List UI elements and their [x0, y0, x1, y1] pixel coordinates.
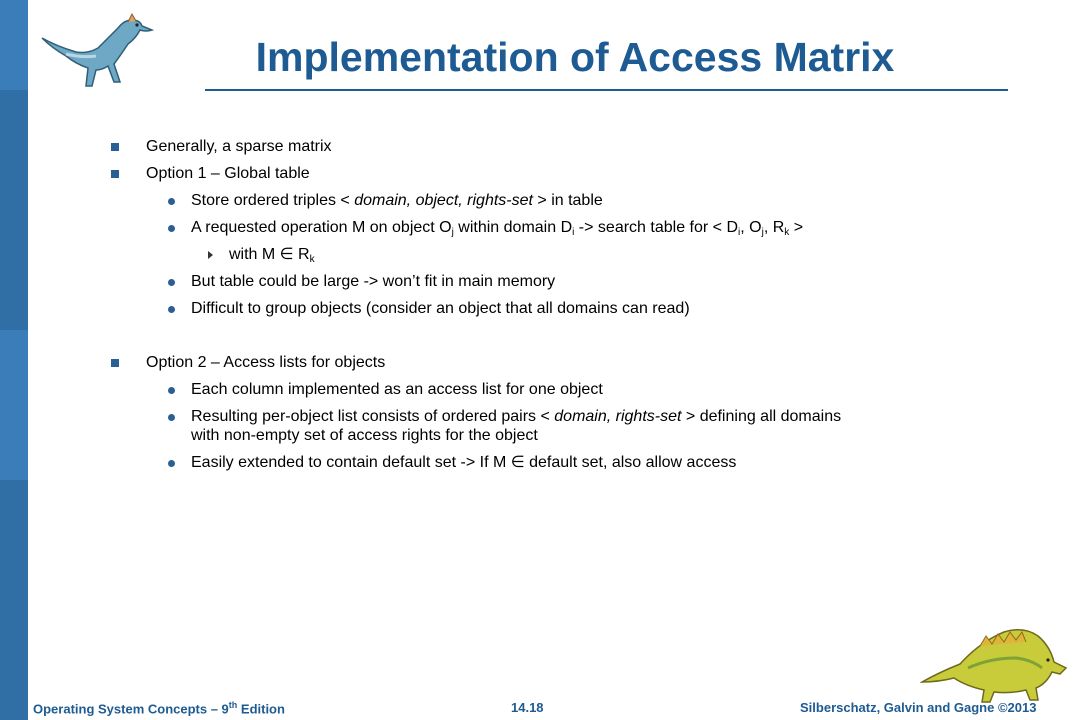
text-run: -> search table for < D: [574, 219, 738, 236]
footer-book-title: [33, 700, 285, 716]
bullet-text: [191, 191, 603, 210]
round-bullet-icon: [168, 380, 175, 399]
bullet-text: Difficult to group objects (consider an object that all domains can read): [191, 300, 690, 317]
square-bullet-icon: [111, 164, 119, 183]
bullet-text: Each column implemented as an access list for one object: [191, 381, 603, 398]
round-bullet-icon: [168, 191, 175, 210]
bullet-text: Option 2 – Access lists for objects: [146, 354, 386, 371]
bullet-text: But table could be large -> won’t fit in main memory: [191, 273, 556, 290]
text-run: with M ∈ R: [229, 246, 310, 263]
bullet-text: Easily extended to contain default set -> If M ∈ default set, also allow access: [191, 454, 737, 471]
bullet-text: [191, 407, 841, 426]
subscript: j: [451, 227, 454, 238]
round-bullet-icon: [168, 407, 175, 426]
subscript: i: [572, 227, 575, 238]
footer-authors: Silberschatz, Galvin and Gagne ©2013: [800, 700, 1037, 715]
bullet-text: [191, 218, 803, 242]
emphasis-text: domain, rights-set: [554, 408, 682, 425]
text-run: within domain D: [453, 219, 573, 236]
text-run: , R: [763, 219, 785, 236]
triangle-bullet-icon: [208, 245, 213, 264]
round-bullet-icon: [168, 453, 175, 472]
round-bullet-icon: [168, 272, 175, 291]
footer-page-number: 14.18: [511, 700, 544, 715]
text-run: , O: [740, 219, 762, 236]
round-bullet-icon: [168, 299, 175, 318]
bullet-text: Option 1 – Global table: [146, 165, 310, 182]
emphasis-text: domain, object, rights-set: [354, 192, 533, 209]
dinosaur-icon: [920, 612, 1070, 704]
text-run: Resulting per-object list consists of ordered pairs <: [191, 408, 555, 425]
text-run: Operating System Concepts – 9: [33, 701, 229, 717]
bullet-text: Generally, a sparse matrix: [146, 138, 332, 155]
bullet-text-continuation: with non-empty set of access rights for the object: [191, 427, 538, 444]
subscript: i: [738, 227, 741, 238]
superscript: th: [228, 700, 238, 710]
text-run: >: [789, 219, 804, 236]
text-run: Store ordered triples <: [191, 192, 355, 209]
text-run: > in table: [532, 192, 603, 209]
text-run: > defining all domains: [681, 408, 842, 425]
text-run: Edition: [237, 701, 285, 717]
subscript: j: [761, 227, 764, 238]
bullet-text: [229, 245, 315, 269]
subscript: k: [309, 254, 315, 265]
page-title: Implementation of Access Matrix: [255, 34, 895, 80]
text-run: A requested operation M on object O: [191, 219, 452, 236]
round-bullet-icon: [168, 218, 175, 237]
square-bullet-icon: [111, 353, 119, 372]
square-bullet-icon: [111, 137, 119, 156]
subscript: k: [784, 227, 790, 238]
